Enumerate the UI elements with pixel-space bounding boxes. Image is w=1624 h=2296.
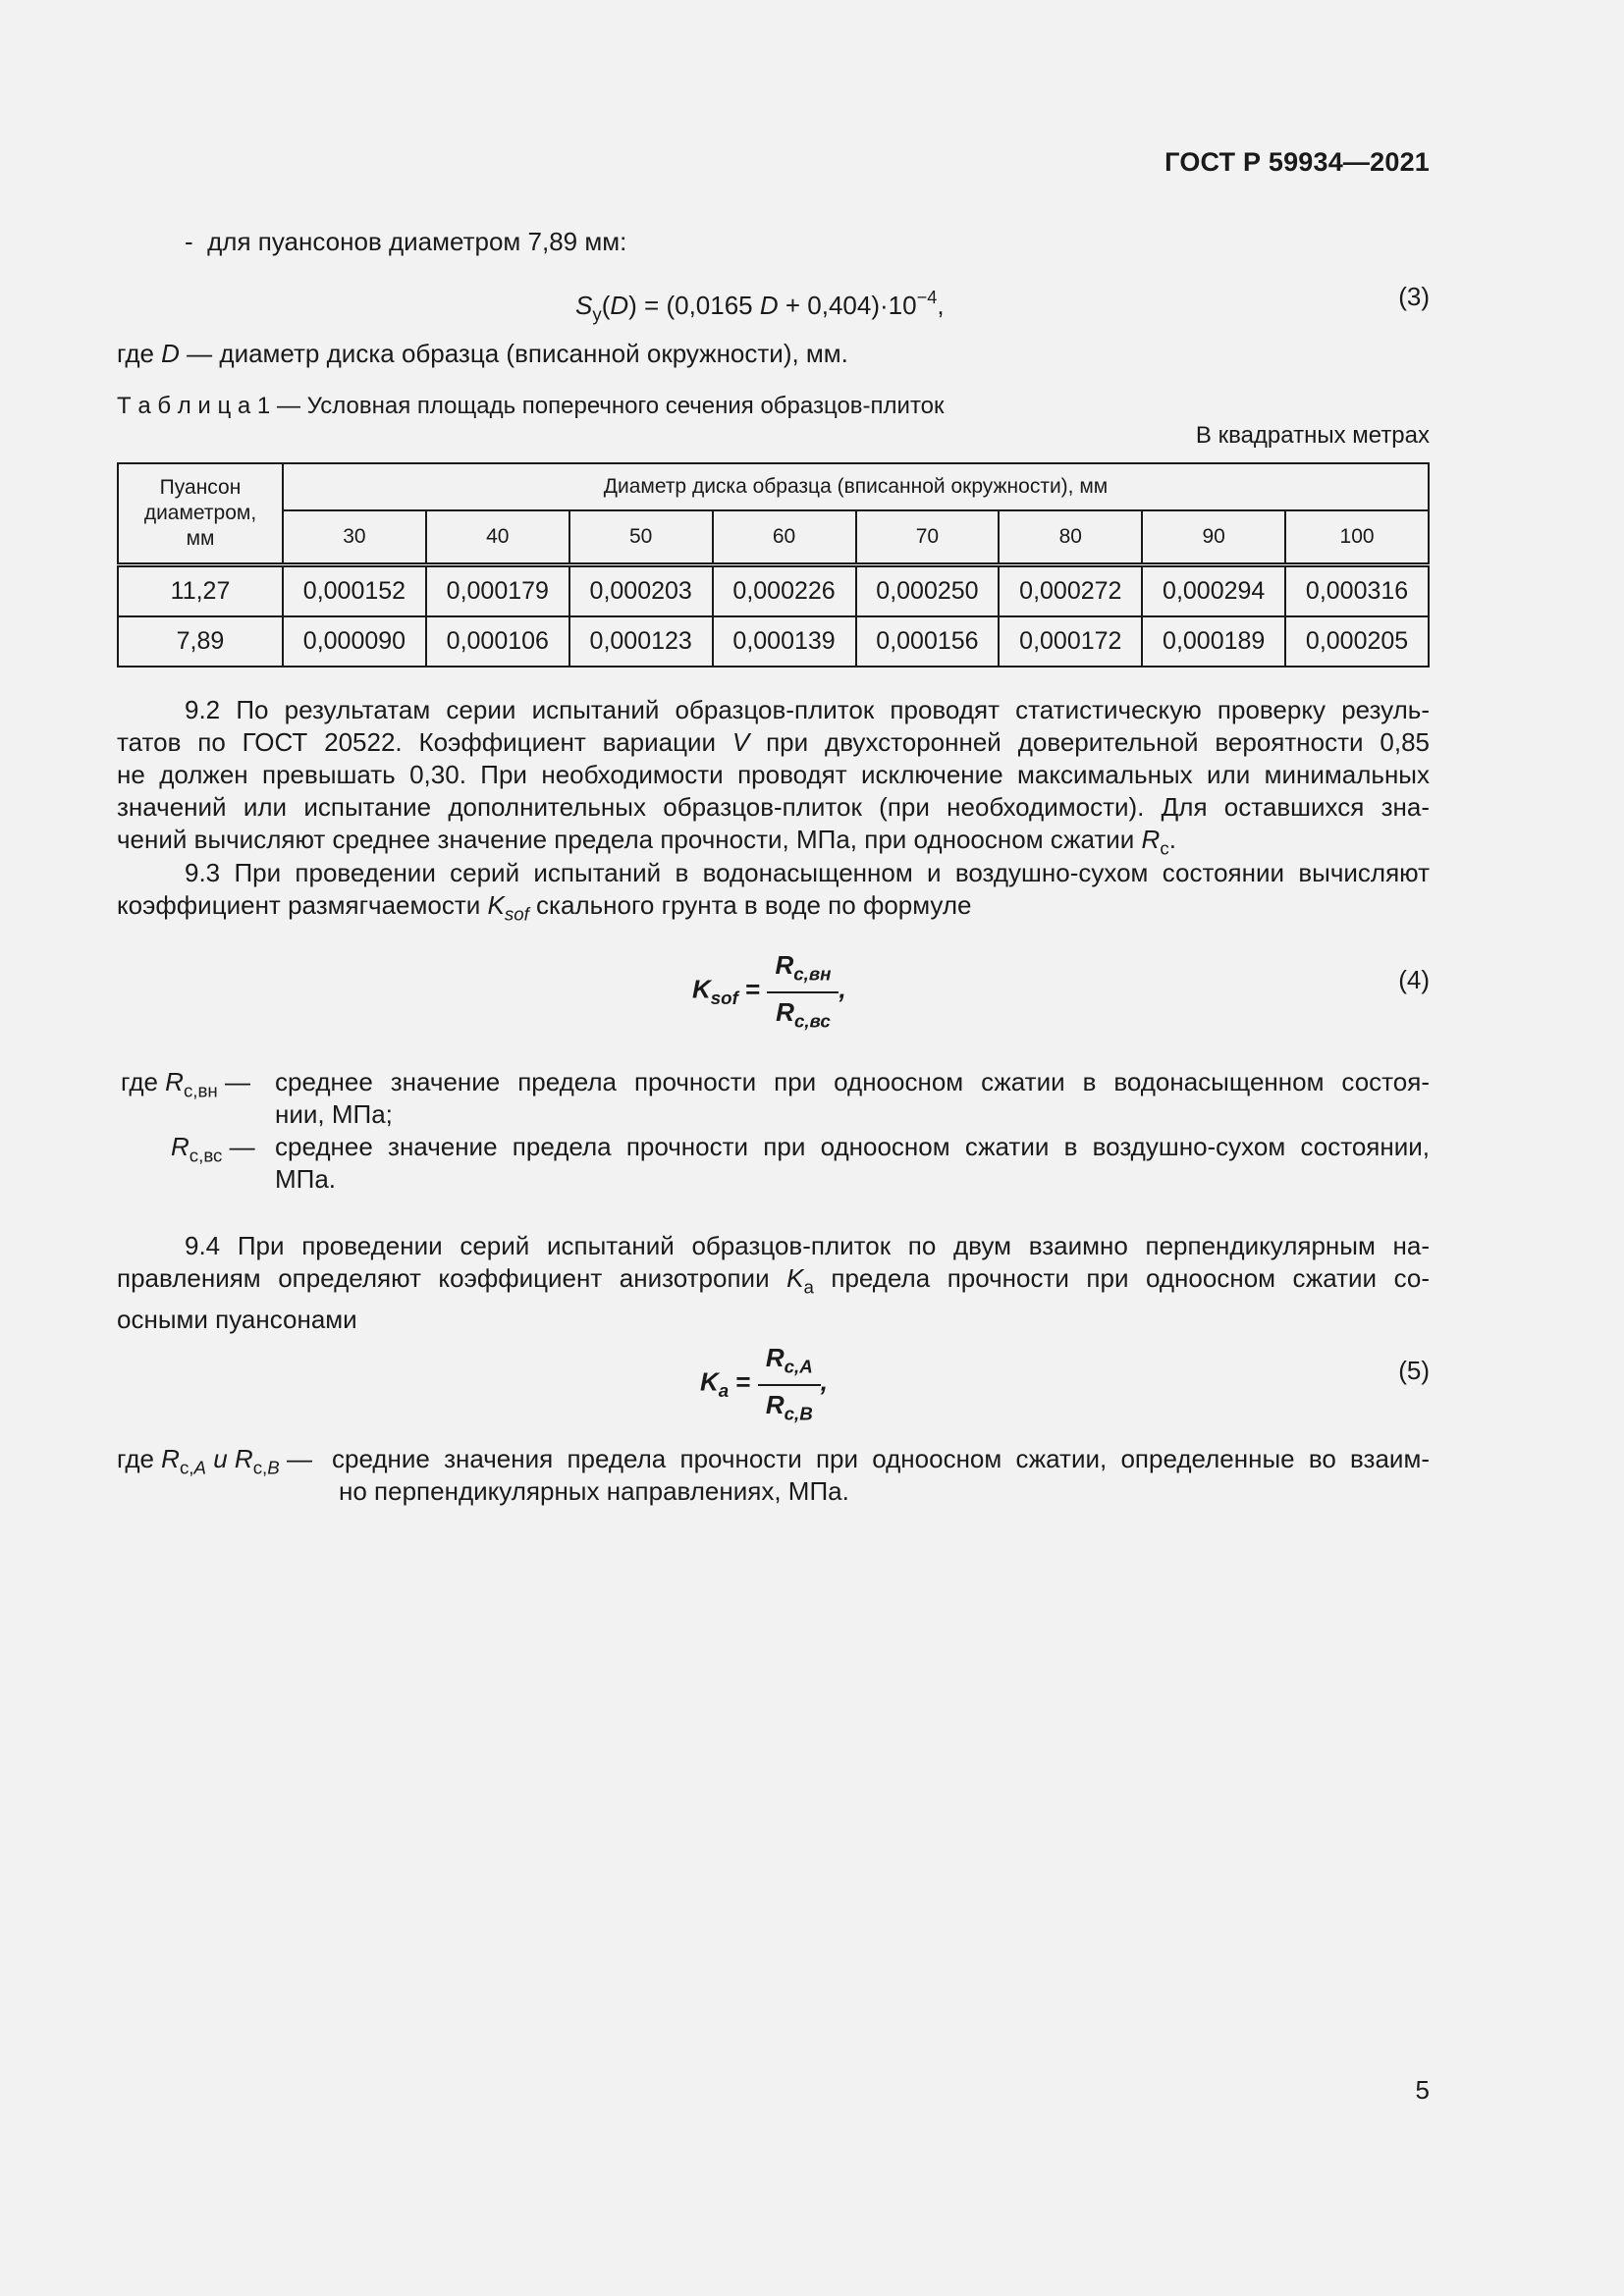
where-5-dash: — — [279, 1444, 312, 1473]
where-4-item-1-line-2: нии, МПа; — [275, 1099, 393, 1129]
formula-4-eq: = — [737, 974, 768, 1004]
formula-4 — [692, 950, 846, 1032]
p92-line-1: 9.2 По результатам серии испытаний образцов-плиток проводят статистическую проверку резуль- — [185, 695, 1430, 724]
p92-r-sub: с — [1160, 837, 1169, 859]
bullet-dash: - — [185, 227, 193, 256]
document-id: ГОСТ Р 59934—2021 — [1164, 147, 1430, 177]
formula-4-fraction — [767, 950, 839, 1032]
where-4-item-2-term — [171, 1131, 255, 1172]
table-cell: 0,000205 — [1285, 616, 1429, 667]
table-cell: 0,000272 — [999, 565, 1142, 617]
table-cell: 0,000203 — [569, 565, 713, 617]
p93-k-sub: sof — [504, 903, 529, 925]
equation-number-3: (3) — [1398, 282, 1430, 311]
p92-r-symbol: R — [1141, 825, 1161, 854]
column-header-70: 70 — [856, 510, 1000, 565]
formula-5-eq: = — [729, 1366, 758, 1397]
where-5-sub-2b: B — [267, 1457, 280, 1478]
table-row — [118, 616, 1429, 667]
table-cell: 0,000106 — [426, 616, 569, 667]
table-cell: 0,000179 — [426, 565, 569, 617]
p92-variation-symbol: V — [731, 727, 750, 757]
p93-line-2 — [117, 889, 1430, 931]
formula-4-den-r: R — [776, 996, 794, 1027]
table-cell: 0,000294 — [1142, 565, 1285, 617]
table-cell: 0,000156 — [856, 616, 1000, 667]
where-4-item-2-desc — [275, 1131, 1430, 1196]
formula-5-numerator — [758, 1343, 821, 1386]
p93-line-2-a: коэффициент размягчаемости — [117, 890, 488, 920]
table-cell: 0,000123 — [569, 616, 713, 667]
intro-line — [185, 226, 626, 258]
p92-line-5-text: чений вычисляют среднее значение предела прочности, МПа, при одноосном сжатии — [117, 825, 1142, 854]
formula-4-lhs-sub: sof — [710, 987, 738, 1008]
formula-5-num-sub: c,A — [784, 1356, 813, 1377]
where-4-item-1-dash: — — [217, 1067, 251, 1096]
where-5-sub-1 — [180, 1458, 206, 1478]
where-5-desc-line-2: но перпендикулярных направлениях, МПа. — [339, 1476, 849, 1506]
where-5-line-1 — [117, 1443, 1430, 1478]
p94-line-2-a: правлениям определяют коэффициент анизотропии — [117, 1263, 787, 1293]
formula-4-denominator — [767, 993, 839, 1033]
p94-line-2 — [117, 1262, 1430, 1304]
p94-k-sub: a — [803, 1276, 814, 1298]
column-header-50: 50 — [569, 510, 713, 565]
table-cell: 0,000090 — [283, 616, 426, 667]
where-4-item-1-desc — [275, 1066, 1430, 1131]
p92-line-2-a: татов по ГОСТ 20522. Коэффициент вариации — [117, 727, 732, 757]
formula-4-lhs: K — [692, 974, 711, 1004]
where-4-item-1-sub: с,вн — [183, 1080, 218, 1101]
paragraph-9-2 — [117, 694, 1430, 865]
table-units: В квадратных метрах — [1195, 422, 1430, 449]
where-5-sub-1a: с, — [179, 1457, 194, 1478]
intro-text: для пуансонов диаметром 7,89 мм: — [207, 227, 627, 256]
p94-line-1: 9.4 При проведении серий испытаний образцов-плиток по двум взаимно перпендикулярным на- — [185, 1231, 1430, 1260]
corner-header: Пуансон диаметром, мм — [118, 463, 283, 565]
equation-number-5: (5) — [1398, 1356, 1430, 1385]
p92-line-5-end: . — [1168, 825, 1176, 854]
formula-5-comma: , — [820, 1366, 828, 1397]
p92-line-3: не должен превышать 0,30. При необходимости проводят исключение максимальных или минимальных — [117, 760, 1430, 789]
column-header-90: 90 — [1142, 510, 1285, 565]
formula-4-numerator — [767, 950, 839, 993]
formula-3-arg: D — [610, 290, 629, 320]
where-5-block — [117, 1443, 1430, 1508]
table-caption-text: 1 — Условная площадь поперечного сечения образцов-плиток — [250, 393, 945, 419]
formula-5-denominator — [758, 1386, 821, 1425]
where-4-item-1-term — [121, 1066, 274, 1107]
table-cell: 0,000139 — [713, 616, 856, 667]
where-5-sym-1: R — [161, 1444, 180, 1473]
table-cell: 0,000189 — [1142, 616, 1285, 667]
where-5-term — [117, 1443, 312, 1484]
paragraph-9-4 — [117, 1230, 1430, 1336]
formula-5-fraction — [758, 1343, 821, 1424]
where-4-item-2-sub: с,вс — [189, 1145, 223, 1166]
formula-4-num-r: R — [775, 950, 794, 980]
p92-line-2 — [117, 726, 1430, 759]
where-d-line — [117, 338, 848, 370]
formula-4-den-sub: c,вс — [793, 1010, 831, 1032]
p92-line-4: значений или испытание дополнительных образцов-плиток (при необходимости). Для оставшихся зна- — [117, 792, 1430, 822]
row-label: 7,89 — [118, 616, 283, 667]
where-5-sym-2: R — [234, 1444, 253, 1473]
formula-4-num-sub: c,вн — [793, 963, 832, 985]
formula-3-rhs-a: = (0,0165 — [636, 290, 760, 320]
table-cell: 0,000250 — [856, 565, 1000, 617]
table-cell: 0,000226 — [713, 565, 856, 617]
formula-3-s: S — [575, 290, 593, 320]
formula-5-lhs: K — [700, 1366, 719, 1397]
paragraph-9-3 — [117, 857, 1430, 931]
where-d-symbol: D — [161, 339, 180, 368]
p94-k-symbol: K — [786, 1263, 804, 1293]
formula-5-den-sub: c,B — [784, 1403, 813, 1424]
formula-3-s-sub: y — [592, 303, 602, 325]
where-4-item-1-sym: R — [165, 1067, 184, 1096]
p93-k-symbol: K — [487, 890, 505, 920]
where-4-pre: где — [121, 1067, 166, 1096]
where-4-item-2-line-1: среднее значение предела прочности при одноосном сжатии в воздушно-сухом состоянии, — [275, 1132, 1430, 1161]
where-4-item-1-line-1: среднее значение предела прочности при одноосном сжатии в водонасыщенном состоя- — [275, 1067, 1430, 1096]
formula-3-rhs-d: D — [759, 290, 779, 320]
where-4-item-2-sym: R — [171, 1132, 189, 1161]
column-header-80: 80 — [999, 510, 1142, 565]
p93-line-2-b: скального грунта в воде по формуле — [528, 890, 972, 920]
where-d-pre: где — [117, 339, 162, 368]
p93-line-1: 9.3 При проведении серий испытаний в водонасыщенном и воздушно-сухом состоянии вычисляют — [185, 858, 1430, 887]
table-cell: 0,000172 — [999, 616, 1142, 667]
column-header-30: 30 — [283, 510, 426, 565]
formula-3-comma: , — [937, 290, 945, 320]
formula-3: $S_y(D) = (0,0165$ $D + 0,404)\cdot 10^{-4}$, — [575, 288, 945, 325]
formula-5-den-r: R — [765, 1389, 785, 1419]
p94-line-3: осными пуансонами — [117, 1304, 357, 1334]
formula-3-rhs-b: + 0,404)·10 — [778, 290, 917, 320]
table-caption-label: Т а б л и ц а — [117, 393, 251, 419]
column-header-100: 100 — [1285, 510, 1429, 565]
group-header: Диаметр диска образца (вписанной окружности), мм — [283, 463, 1429, 510]
where-5-desc-line-1: средние значения предела прочности при одноосном сжатии, определенные во взаим- — [332, 1444, 1430, 1473]
where-5-pre: где — [117, 1444, 162, 1473]
formula-5 — [700, 1343, 828, 1424]
where-4-item-2-dash: — — [222, 1132, 255, 1161]
where-5-sub-1b: A — [193, 1457, 206, 1478]
page-number: 5 — [1415, 2075, 1430, 2105]
p94-line-2-b: предела прочности при одноосном сжатии со- — [813, 1263, 1430, 1293]
table-cell: 0,000316 — [1285, 565, 1429, 617]
row-label: 11,27 — [118, 565, 283, 617]
column-header-40: 40 — [426, 510, 569, 565]
where-5-sub-2 — [253, 1458, 280, 1478]
column-header-60: 60 — [713, 510, 856, 565]
formula-3-exponent: −4 — [916, 288, 938, 307]
cross-section-table — [117, 462, 1430, 667]
table-cell: 0,000152 — [283, 565, 426, 617]
where-4-item-2-line-2: МПа. — [275, 1164, 337, 1194]
formula-5-num-r: R — [765, 1343, 785, 1372]
where-d-text: — диаметр диска образца (вписанной окружности), мм. — [179, 339, 848, 368]
equation-number-4: (4) — [1398, 965, 1430, 994]
table-caption — [117, 393, 945, 420]
table-row — [118, 565, 1429, 617]
p92-line-2-b: при двухсторонней доверительной вероятности 0,85 — [749, 727, 1431, 757]
formula-4-comma: , — [839, 974, 846, 1004]
where-5-sub-2a: с, — [252, 1457, 268, 1478]
formula-5-lhs-sub: a — [718, 1379, 730, 1401]
where-5-and: и — [206, 1444, 235, 1473]
